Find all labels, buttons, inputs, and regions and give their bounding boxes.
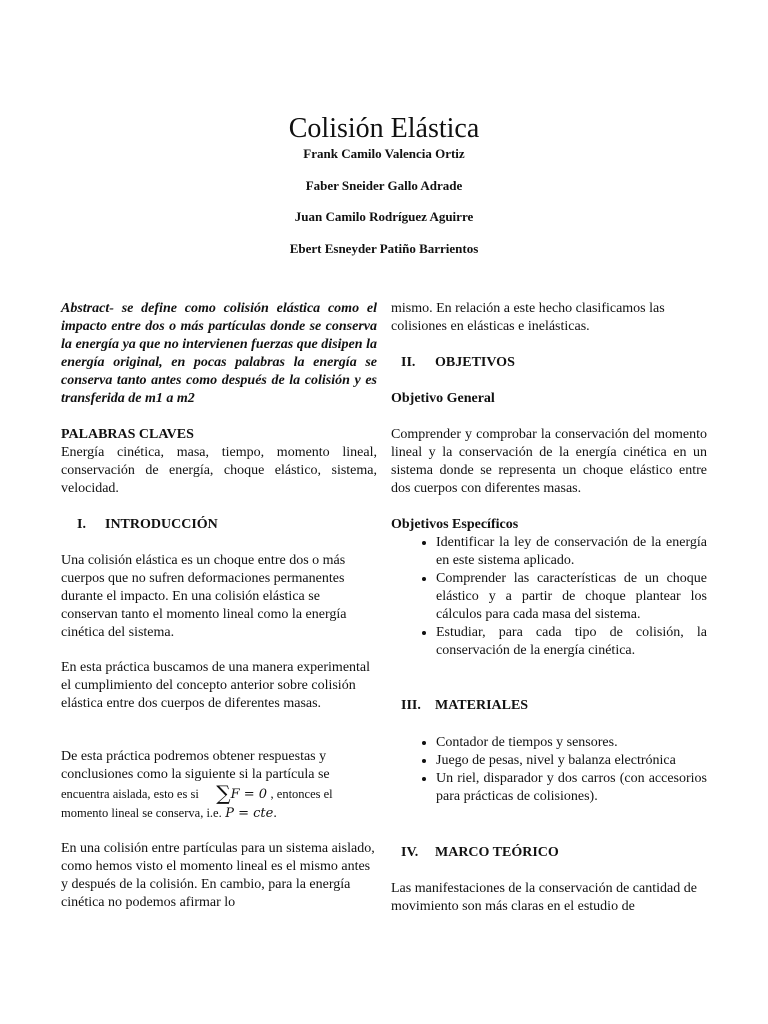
general-objective-text-block: [391, 426, 707, 498]
p3-text-d: momento lineal se conserva, i.e.: [61, 806, 222, 820]
marco-paragraph: Las manifestaciones de la conservación de cantidad de movimiento son más claras en el estudio de: [391, 881, 697, 914]
author-2: Faber Sneider Gallo Adrade: [305, 178, 463, 193]
p3-text-e: .: [273, 806, 277, 821]
intro-heading: [61, 516, 377, 534]
intro-paragraph-4: En una colisión entre partículas para un sistema aislado, como hemos visto el momento lineal es el mismo antes y después de la colisión. En cambio, para la energía cinética no podemos afirmar lo: [61, 841, 375, 910]
section-number: II.: [401, 355, 416, 370]
general-objective-block: [391, 390, 707, 408]
materials-block: [391, 734, 707, 806]
list-item: • Un riel, disparador y dos carros (con accesorios para prácticas de colisiones).: [436, 770, 707, 806]
section-number: IV.: [401, 845, 419, 860]
keywords-title: PALABRAS CLAVES: [61, 427, 194, 442]
continued-paragraph: mismo. En relación a este hecho clasificamos las colisiones en elásticas e inelásticas.: [391, 301, 665, 334]
sum-force-expr: F = 0: [230, 787, 268, 802]
p3-text-c: , entonces el: [270, 787, 333, 801]
sum-force-equation: [216, 781, 268, 805]
section-number: I.: [77, 517, 86, 532]
left-column: [61, 300, 377, 408]
section-title: MATERIALES: [435, 698, 529, 713]
list-item: • Comprender las características de un choque elástico y a partir de choque plantear los cálculos para cada masa del sistema.: [436, 570, 707, 624]
intro-paragraph-3: [61, 748, 377, 823]
list-item: • Juego de pesas, nivel y balanza electrónica: [436, 752, 707, 770]
objectives-heading: [391, 354, 707, 372]
specific-objectives-list: [391, 534, 707, 660]
author-1: Frank Camilo Valencia Ortiz: [303, 146, 465, 161]
intro-p2-block: [61, 659, 377, 713]
section-title: INTRODUCCIÓN: [105, 517, 218, 532]
intro-paragraph-1: Una colisión elástica es un choque entre dos o más cuerpos que no sufren deformaciones permanentes durante el impacto. En una colisión elástica se conservan tanto el momento lineal como la energía cinética del sistema.: [61, 553, 347, 640]
materials-heading: [391, 697, 707, 715]
list-item: • Estudiar, para cada tipo de colisión, la conservación de la energía cinética.: [436, 624, 707, 660]
keywords-text: Energía cinética, masa, tiempo, momento lineal, conservación de energía, choque elástico, sistema, velocidad.: [61, 445, 377, 496]
section-title: MARCO TEÓRICO: [435, 845, 559, 860]
materials-list: [391, 734, 707, 806]
keywords-block: [61, 426, 377, 498]
specific-objectives-block: [391, 516, 707, 660]
intro-p3-block: [61, 748, 377, 823]
list-item: • Identificar la ley de conservación de la energía en este sistema aplicado.: [436, 534, 707, 570]
right-p0-block: [391, 300, 707, 336]
section-title: OBJETIVOS: [435, 355, 515, 370]
general-objective-text: Comprender y comprobar la conservación del momento lineal y la conservación de la energía cinética en un sistema donde se representa un choque elástico entre dos cuerpos con diferentes masas.: [391, 427, 707, 496]
abstract: Abstract- se define como colisión elástica como el impacto entre dos o más partículas donde se conserva la energía ya que no intervienen fuerzas que disipen la energía original, en pocas palabras la energía se conserva tanto antes como después de la colisión y es transferida de m1 a m2: [61, 301, 377, 406]
p3-text-a: De esta práctica podremos obtener respuestas y conclusiones como la siguiente si la partícula se: [61, 749, 330, 782]
momentum-equation: P = cte: [225, 806, 274, 821]
intro-p1-block: [61, 552, 377, 642]
section-number: III.: [401, 698, 421, 713]
specific-objectives-title: Objetivos Específicos: [391, 517, 519, 532]
list-item: • Contador de tiempos y sensores.: [436, 734, 707, 752]
intro-p4-block: [61, 840, 377, 912]
general-objective-title: Objetivo General: [391, 391, 495, 406]
intro-paragraph-2: En esta práctica buscamos de una manera experimental el cumplimiento del concepto anterior sobre colisión elástica entre dos cuerpos de diferentes masas.: [61, 660, 371, 711]
marco-heading: [391, 844, 707, 862]
author-4: Ebert Esneyder Patiño Barrientos: [289, 241, 479, 256]
sum-symbol: ∑: [216, 781, 231, 805]
author-3: Juan Camilo Rodríguez Aguirre: [294, 209, 474, 224]
paper-title: Colisión Elástica: [288, 112, 480, 144]
marco-block: [391, 880, 707, 916]
p3-text-b: encuentra aislada, esto es si: [61, 787, 199, 801]
